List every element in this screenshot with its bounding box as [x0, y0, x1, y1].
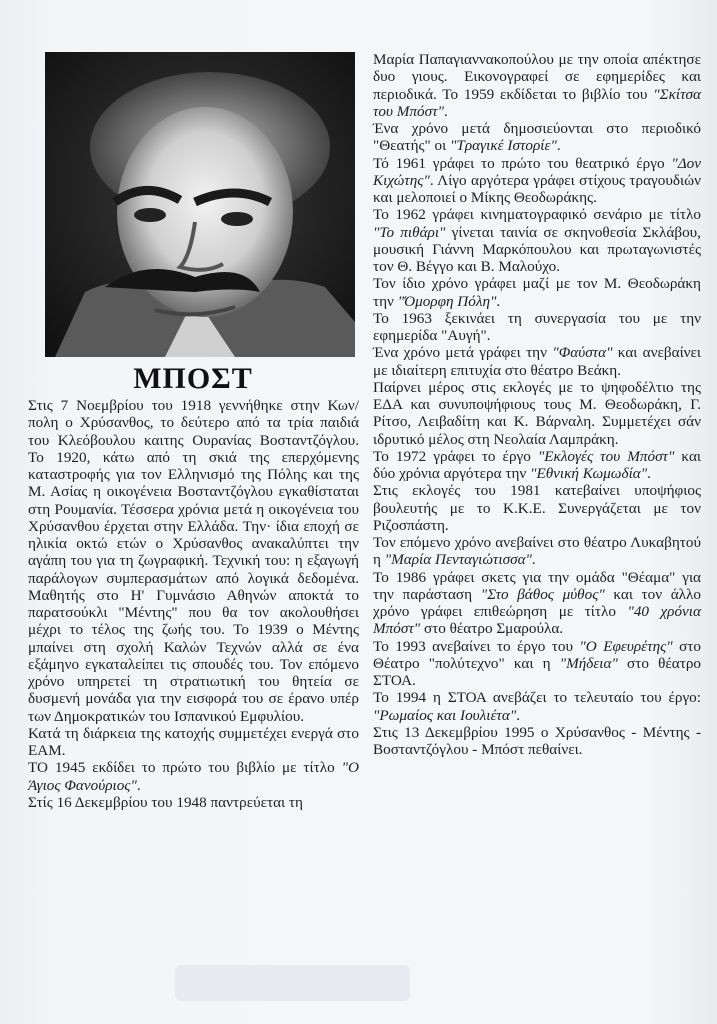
- right-paragraph-11: Τον επόμενο χρόνο ανεβαίνει στο θέατρο Λυκαβητού η "Μαρία Πενταγιώτισσα".: [373, 534, 701, 569]
- right-paragraph-8: Παίρνει μέρος στις εκλογές με το ψηφοδέλτιο της ΕΔΑ και συνυποψήφιους τους Μ. Θεοδωράκη, Γ. Ρίτσο, Λειβαδίτη και Κ. Βάρναλη. Συμμετέχει σάν ιδρυτικό μέλος στη Νεολαία Λαμπράκη.: [373, 378, 701, 448]
- left-paragraph-3: ΤΟ 1945 εκδίδει το πρώτο του βιβλίο με τίτλο "Ο Άγιος Φανούριος".: [28, 759, 359, 794]
- left-paragraph-2: Κατά τη διάρκεια της κατοχής συμμετέχει ενεργά στο ΕΑΜ.: [28, 724, 359, 759]
- left-paragraph-1: Στις 7 Νοεμβρίου του 1918 γεννήθηκε στην Κων/πολη ο Χρύσανθος, το δεύτερο από τα τρία παιδιά του Κλεόβουλου καιτης Ουρανίας Βοσταντζόγλου. Το 1920, κάτω από τη σκιά της επερχόμενης καταστροφής για τον Ελληνισμό της Πόλης και της Μ. Ασίας η οικογένεια Βοσταντζόγλου εγκαθίσταται στη Ρουμανία. Τέσσερα χρόνια μετά η οικογένεια του Χρύσανθου έρχεται στην Ελλάδα. Την· ίδια εποχή σε ηλικία οκτώ ετών ο Χρύσανθος ανακαλύπτει την αγάπη του για τη ζωγραφική. Τεχνική του: η εξαγωγή παράλογων συμπερασμάτων από λογικά δεδομένα. Μαθητής στο Η' Γυμνάσιο Αθηνών αποκτά το παρατσούκλι "Μέντης" που θα τον ακολουθήσει μέχρι το τέλος της ζωής του. Το 1939 ο Μέντης μπαίνει στη σχολή Καλών Τεχνών αλλά σε ένα εξάμηνο εγκαταλείπει τις σπουδές του. Τον επόμενο χρόνο υπηρετεί τη στρατιωτική του θητεία σε δυσμενή μονάδα για την εισφορά του σε έρανο υπέρ των Δημοκρατικών του Ισπανικού Εμφυλίου.: [28, 397, 359, 725]
- right-paragraph-13: Το 1993 ανεβαίνει το έργο του "Ο Εφευρέτης" στο Θέατρο "πολύτεχνο" και η "Μήδεια" στο θέατρο ΣΤΟΑ.: [373, 637, 701, 689]
- left-paragraph-4: Στίς 16 Δεκεμβρίου του 1948 παντρεύεται τη: [28, 793, 303, 811]
- right-paragraph-5: Τον ίδιο χρόνο γράφει μαζί με τον Μ. Θεοδωράκη την "Όμορφη Πόλη".: [373, 275, 701, 310]
- right-paragraph-7: Ένα χρόνο μετά γράφει την "Φαύστα" και ανεβαίνει με ιδιαίτερη επιτυχία στο θέατρο Βεάκη.: [373, 344, 701, 379]
- article-title: ΜΠΟΣΤ: [133, 362, 253, 395]
- left-column: [28, 397, 359, 811]
- portrait-image: [45, 52, 355, 357]
- right-paragraph-6: Το 1963 ξεκινάει τη συνεργασία του με την εφημερίδα "Αυγή".: [373, 309, 701, 344]
- right-paragraph-15: Στις 13 Δεκεμβρίου 1995 ο Χρύσανθος - Μέντης - Βοσταντζόγλου - Μπόστ πεθαίνει.: [373, 723, 701, 758]
- right-paragraph-1: Μαρία Παπαγιαννακοπούλου με την οποία απέκτησε δυο γιους. Εικονογραφεί σε εφημερίδες και περιοδικά. Το 1959 εκδίδεται το βιβλίο του "Σκίτσα του Μπόστ".: [373, 51, 701, 120]
- right-paragraph-2: Ένα χρόνο μετά δημοσιεύονται στο περιοδικό "Θεατής" οι "Τραγικέ Ιστορίε".: [373, 120, 701, 155]
- right-paragraph-10: Στις εκλογές του 1981 κατεβαίνει υποψήφιος βουλευτής με το Κ.Κ.Ε. Συνεργάζεται με τον Ριζοσπάστη.: [373, 482, 701, 534]
- bleed-through-box: [175, 965, 410, 1001]
- right-column: [373, 51, 701, 758]
- right-paragraph-9: Το 1972 γράφει το έργο "Εκλογές του Μπόστ" και δύο χρόνια αργότερα την "Εθνική Κωμωδία".: [373, 447, 701, 482]
- right-paragraph-3: Τό 1961 γράφει το πρώτο του θεατρικό έργο "Δον Κιχώτης". Λίγο αργότερα γράφει στίχους τραγουδιών και μελοποιεί ο Μίκης Θεοδωράκης.: [373, 154, 701, 206]
- right-paragraph-4: Το 1962 γράφει κινηματογραφικό σενάριο με τίτλο "Το πιθάρι" γίνεται ταινία σε σκηνοθεσία Σκλάβου, μουσική Γιάννη Μαρκόπουλου και πρωταγωνιστές τον Θ. Βέγγο και Β. Μαλούχο.: [373, 206, 701, 275]
- portrait-photo: [45, 52, 355, 357]
- right-paragraph-14: Το 1994 η ΣΤΟΑ ανεβάζει το τελευταίο του έργο: "Ρωμαίος και Ιουλιέτα".: [373, 689, 701, 724]
- right-paragraph-12: Το 1986 γράφει σκετς για την ομάδα "Θέαμα" για την παράσταση "Στο βάθος μύθος" και τον άλλο χρόνο γράφει επιθεώρηση με τίτλο "40 χρόνια Μπόστ" στο θέατρο Σμαρούλα.: [373, 568, 702, 638]
